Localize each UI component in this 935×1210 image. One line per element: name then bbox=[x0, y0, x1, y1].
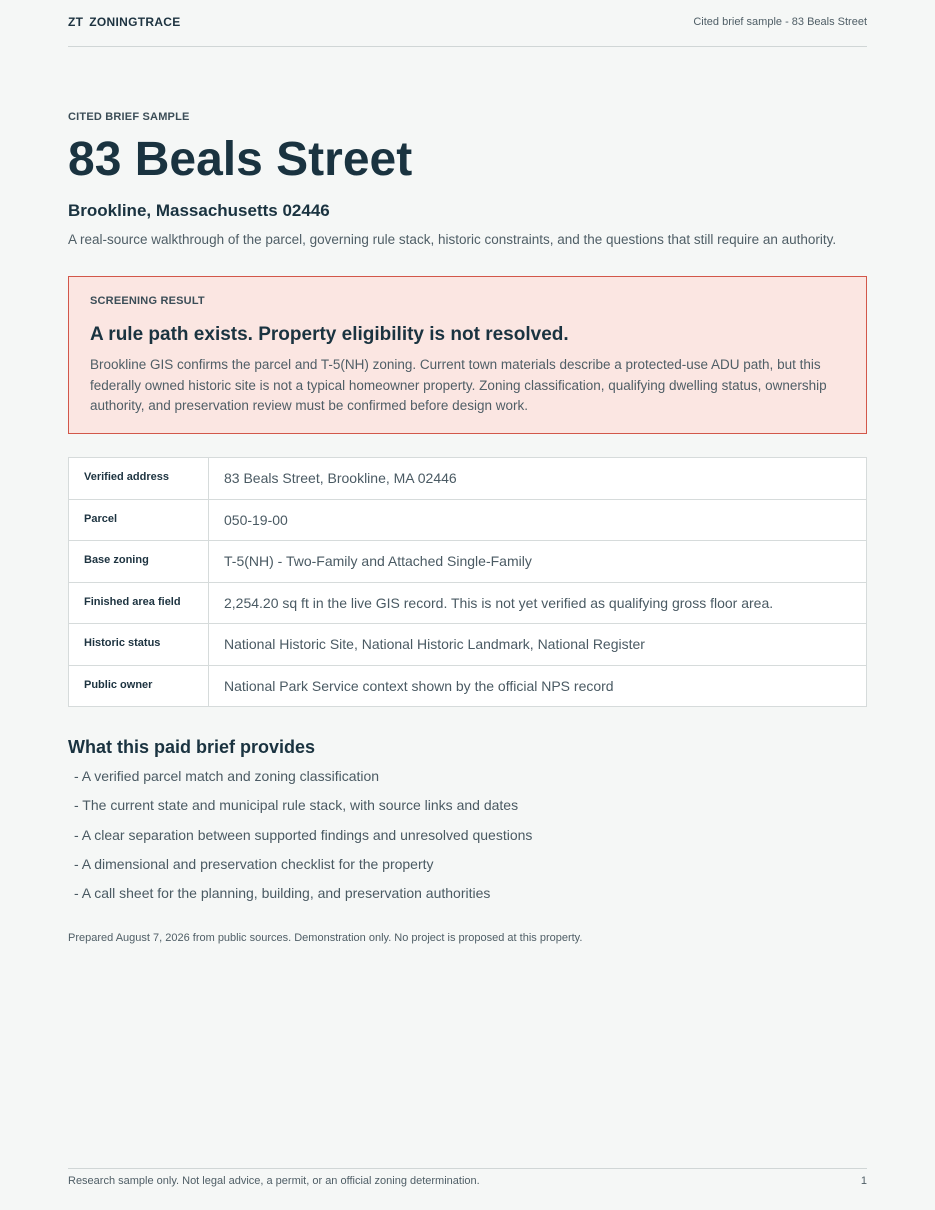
fact-label: Public owner bbox=[69, 665, 209, 707]
table-row bbox=[69, 582, 867, 624]
fact-value: 2,254.20 sq ft in the live GIS record. This is not yet verified as qualifying gross floor area. bbox=[209, 582, 867, 624]
fact-value: 83 Beals Street, Brookline, MA 02446 bbox=[209, 458, 867, 500]
table-row bbox=[69, 665, 867, 707]
fact-label: Historic status bbox=[69, 624, 209, 666]
fact-value: National Park Service context shown by the official NPS record bbox=[209, 665, 867, 707]
fact-value: T-5(NH) - Two-Family and Attached Single-Family bbox=[209, 541, 867, 583]
brand-mark: ZT bbox=[68, 15, 84, 29]
list-item: - The current state and municipal rule stack, with source links and dates bbox=[74, 797, 519, 814]
fact-label: Base zoning bbox=[69, 541, 209, 583]
fact-label: Verified address bbox=[69, 458, 209, 500]
brand-name: ZONINGTRACE bbox=[89, 15, 181, 29]
page-title: 83 Beals Street bbox=[68, 133, 413, 186]
table-row bbox=[69, 458, 867, 500]
screening-result-callout bbox=[68, 276, 867, 434]
prepared-note: Prepared August 7, 2026 from public sources. Demonstration only. No project is proposed at this property. bbox=[68, 932, 583, 944]
list-item: - A verified parcel match and zoning classification bbox=[74, 768, 380, 784]
table-row bbox=[69, 541, 867, 583]
top-bar bbox=[68, 0, 867, 47]
screening-result-body: Brookline GIS confirms the parcel and T-5(NH) zoning. Current town materials describe a protected-use ADU path, but this federally owned historic site is not a typical homeowner property. Zoning classification, qualifying dwelling status, ownership authority, and preservation review must be confirmed before design work. bbox=[90, 357, 827, 413]
list-item: - A call sheet for the planning, building, and preservation authorities bbox=[74, 885, 491, 902]
list-item: - A clear separation between supported findings and unresolved questions bbox=[74, 826, 533, 843]
list-item: - A dimensional and preservation checklist for the property bbox=[74, 855, 434, 872]
brief-page bbox=[68, 0, 867, 1210]
fact-label: Finished area field bbox=[69, 582, 209, 624]
eyebrow-label: CITED BRIEF SAMPLE bbox=[68, 111, 190, 123]
footer-disclaimer: Research sample only. Not legal advice, a permit, or an official zoning determination. bbox=[68, 1175, 480, 1187]
page-subtitle: Brookline, Massachusetts 02446 bbox=[68, 201, 330, 220]
property-facts-table bbox=[68, 457, 867, 707]
fact-label: Parcel bbox=[69, 499, 209, 541]
provides-list bbox=[74, 766, 532, 912]
provides-heading: What this paid brief provides bbox=[68, 737, 316, 757]
screening-result-headline: A rule path exists. Property eligibility is not resolved. bbox=[90, 324, 569, 345]
page-footer bbox=[68, 1168, 867, 1187]
brand-logo[interactable] bbox=[68, 15, 181, 29]
document-label: Cited brief sample - 83 Beals Street bbox=[693, 16, 867, 28]
intro-text: A real-source walkthrough of the parcel, governing rule stack, historic constraints, and the questions that still require an authority. bbox=[68, 232, 837, 247]
fact-value: 050-19-00 bbox=[209, 499, 867, 541]
fact-value: National Historic Site, National Historic Landmark, National Register bbox=[209, 624, 867, 666]
table-row bbox=[69, 624, 867, 666]
screening-result-label: SCREENING RESULT bbox=[90, 295, 205, 307]
table-row bbox=[69, 499, 867, 541]
page-number: 1 bbox=[860, 1175, 867, 1187]
